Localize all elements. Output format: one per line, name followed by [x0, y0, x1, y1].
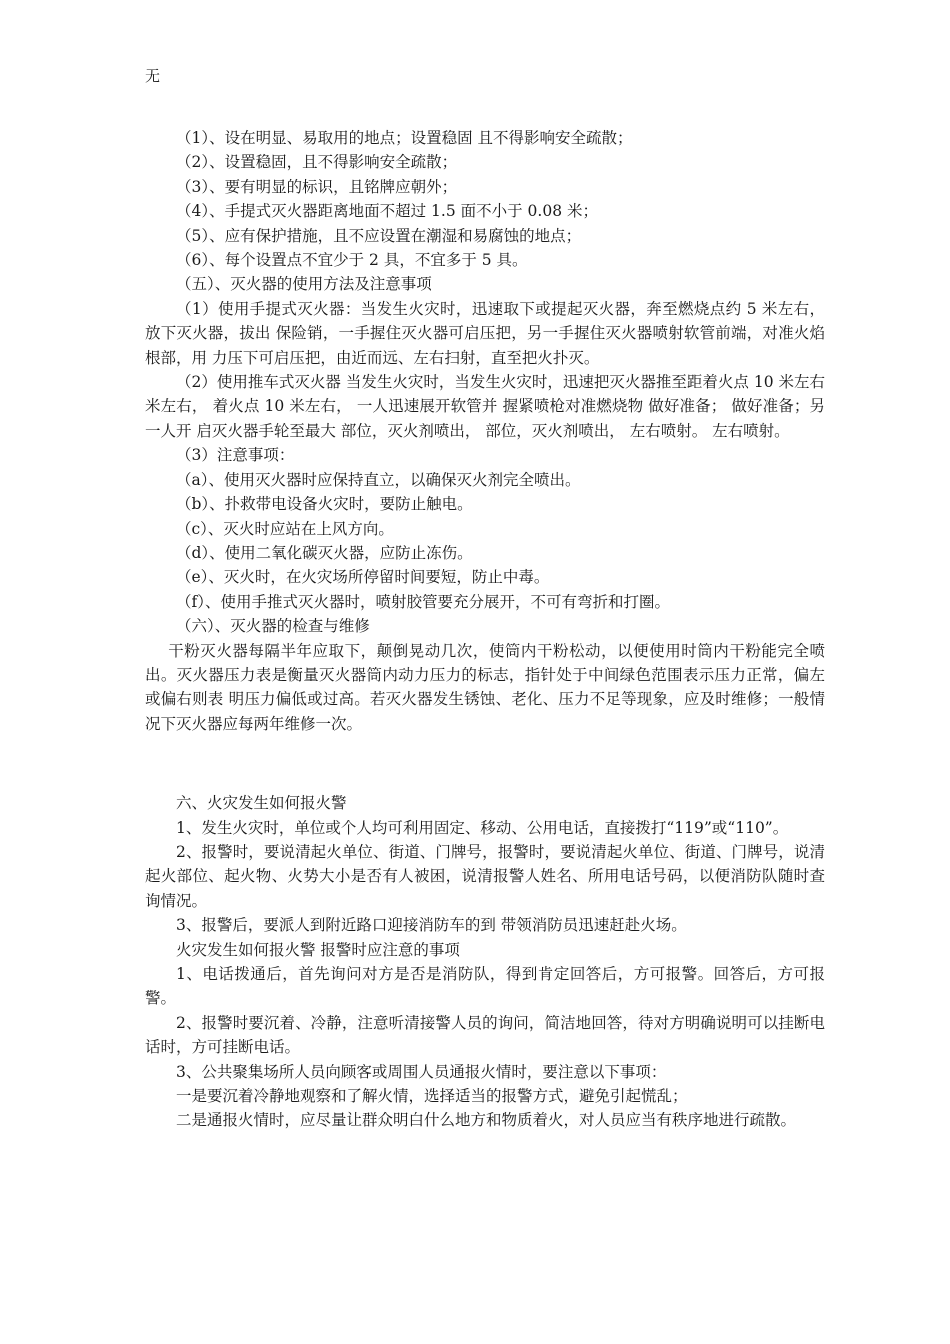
paragraph-p8: （1）使用手提式灭火器：当发生火灾时，迅速取下或提起灭火器，奔至燃烧点约 5 米左右，放下灭火器，拔出 保险销，一手握住灭火器可启压把，另一手握住灭火器喷射软管前端，对准火焰根部，用 力压下可启压把，由近而远、左右扫射，直至把火扑灭。 [145, 299, 825, 367]
page-header: 无 [145, 67, 161, 85]
paragraph-p21: 2、报警时，要说清起火单位、街道、门牌号，报警时，要说清起火单位、街道、门牌号，说清起火部位、起火物、火势大小是否有人被困，说清报警人姓名、所用电话号码，以便消防队随时查询情况。 [145, 842, 825, 910]
paragraph-p7: （五）、灭火器的使用方法及注意事项 [176, 275, 432, 294]
paragraph-p22: 3、报警后，要派人到附近路口迎接消防车的到 带领消防员迅速赶赴火场。 [176, 916, 687, 935]
paragraph-p25: 2、报警时要沉着、冷静，注意听清接警人员的询问，简洁地回答，待对方明确说明可以挂断电话时，方可挂断电话。 [145, 1013, 825, 1057]
blank-line [145, 752, 825, 776]
paragraph-p27: 一是要沉着冷静地观察和了解火情，选择适当的报警方式，避免引起慌乱； [176, 1087, 688, 1106]
document-body [145, 126, 825, 1133]
paragraph-p5: （5）、应有保护措施，且不应设置在潮湿和易腐蚀的地点； [176, 226, 582, 245]
paragraph-p23: 火灾发生如何报火警 报警时应注意的事项 [176, 940, 460, 959]
paragraph-p6: （6）、每个设置点不宜少于 2 具，不宜多于 5 具。 [176, 251, 528, 270]
paragraph-p1: （1）、设在明显、易取用的地点；设置稳固 且不得影响安全疏散； [176, 129, 633, 147]
paragraph-p28: 二是通报火情时，应尽量让群众明白什么地方和物质着火，对人员应当有秩序地进行疏散。 [176, 1111, 797, 1130]
paragraph-p14: （d）、使用二氧化碳灭火器，应防止冻伤。 [176, 543, 473, 562]
paragraph-p20: 1、发生火灾时，单位或个人均可利用固定、移动、公用电话，直接拨打“119”或“110”。 [176, 818, 789, 837]
paragraph-p4: （4）、手提式灭火器距离地面不超过 1.5 面不小于 0.08 米； [176, 202, 598, 221]
paragraph-p24: 1、电话拨通后，首先询问对方是否是消防队，得到肯定回答后，方可报警。回答后，方可报警。 [145, 965, 825, 1008]
paragraph-p17: （六）、灭火器的检查与维修 [176, 617, 370, 636]
paragraph-p11: （a）、使用灭火器时应保持直立，以确保灭火剂完全喷出。 [176, 470, 581, 489]
paragraph-p10: （3）注意事项： [176, 446, 295, 465]
paragraph-p9: （2）使用推车式灭火器 当发生火灾时，当发生火灾时，迅速把灭火器推至距着火点 10 米左右 米左右， 着火点 10 米左右， 一人迅速展开软管并 握紧喷枪对准燃烧物 做好准备； 做好准备；另一人开 启灭火器手轮至最大 部位，灭火剂喷出， 部位，灭火剂喷出， 左右喷射。 左右喷射。 [145, 373, 825, 440]
paragraph-p15: （e）、灭火时，在火灾场所停留时间要短，防止中毒。 [176, 568, 550, 587]
paragraph-p26: 3、公共聚集场所人员向顾客或周围人员通报火情时，要注意以下事项： [176, 1062, 667, 1081]
paragraph-p3: （3）、要有明显的标识，且铭牌应朝外； [176, 177, 458, 196]
paragraph-p13: （c）、灭火时应站在上风方向。 [176, 519, 394, 538]
paragraph-p19: 六、火灾发生如何报火警 [176, 794, 347, 813]
paragraph-p16: （f）、使用手推式灭火器时，喷射胶管要充分展开，不可有弯折和打圈。 [176, 592, 670, 611]
paragraph-p12: （b）、扑救带电设备火灾时，要防止触电。 [176, 495, 473, 514]
paragraph-p2: （2）、设置稳固，且不得影响安全疏散； [176, 153, 458, 172]
paragraph-p18: 干粉灭火器每隔半年应取下，颠倒晃动几次，使筒内干粉松动，以便使用时筒内干粉能完全喷出。灭火器压力表是衡量灭火器筒内动力压力的标志，指针处于中间绿色范围表示压力正常，偏左或偏右则表 明压力偏低或过高。若灭火器发生锈蚀、老化、压力不足等现象，应及时维修；一般情况下灭火器应每两年维修一次。 [145, 641, 825, 733]
